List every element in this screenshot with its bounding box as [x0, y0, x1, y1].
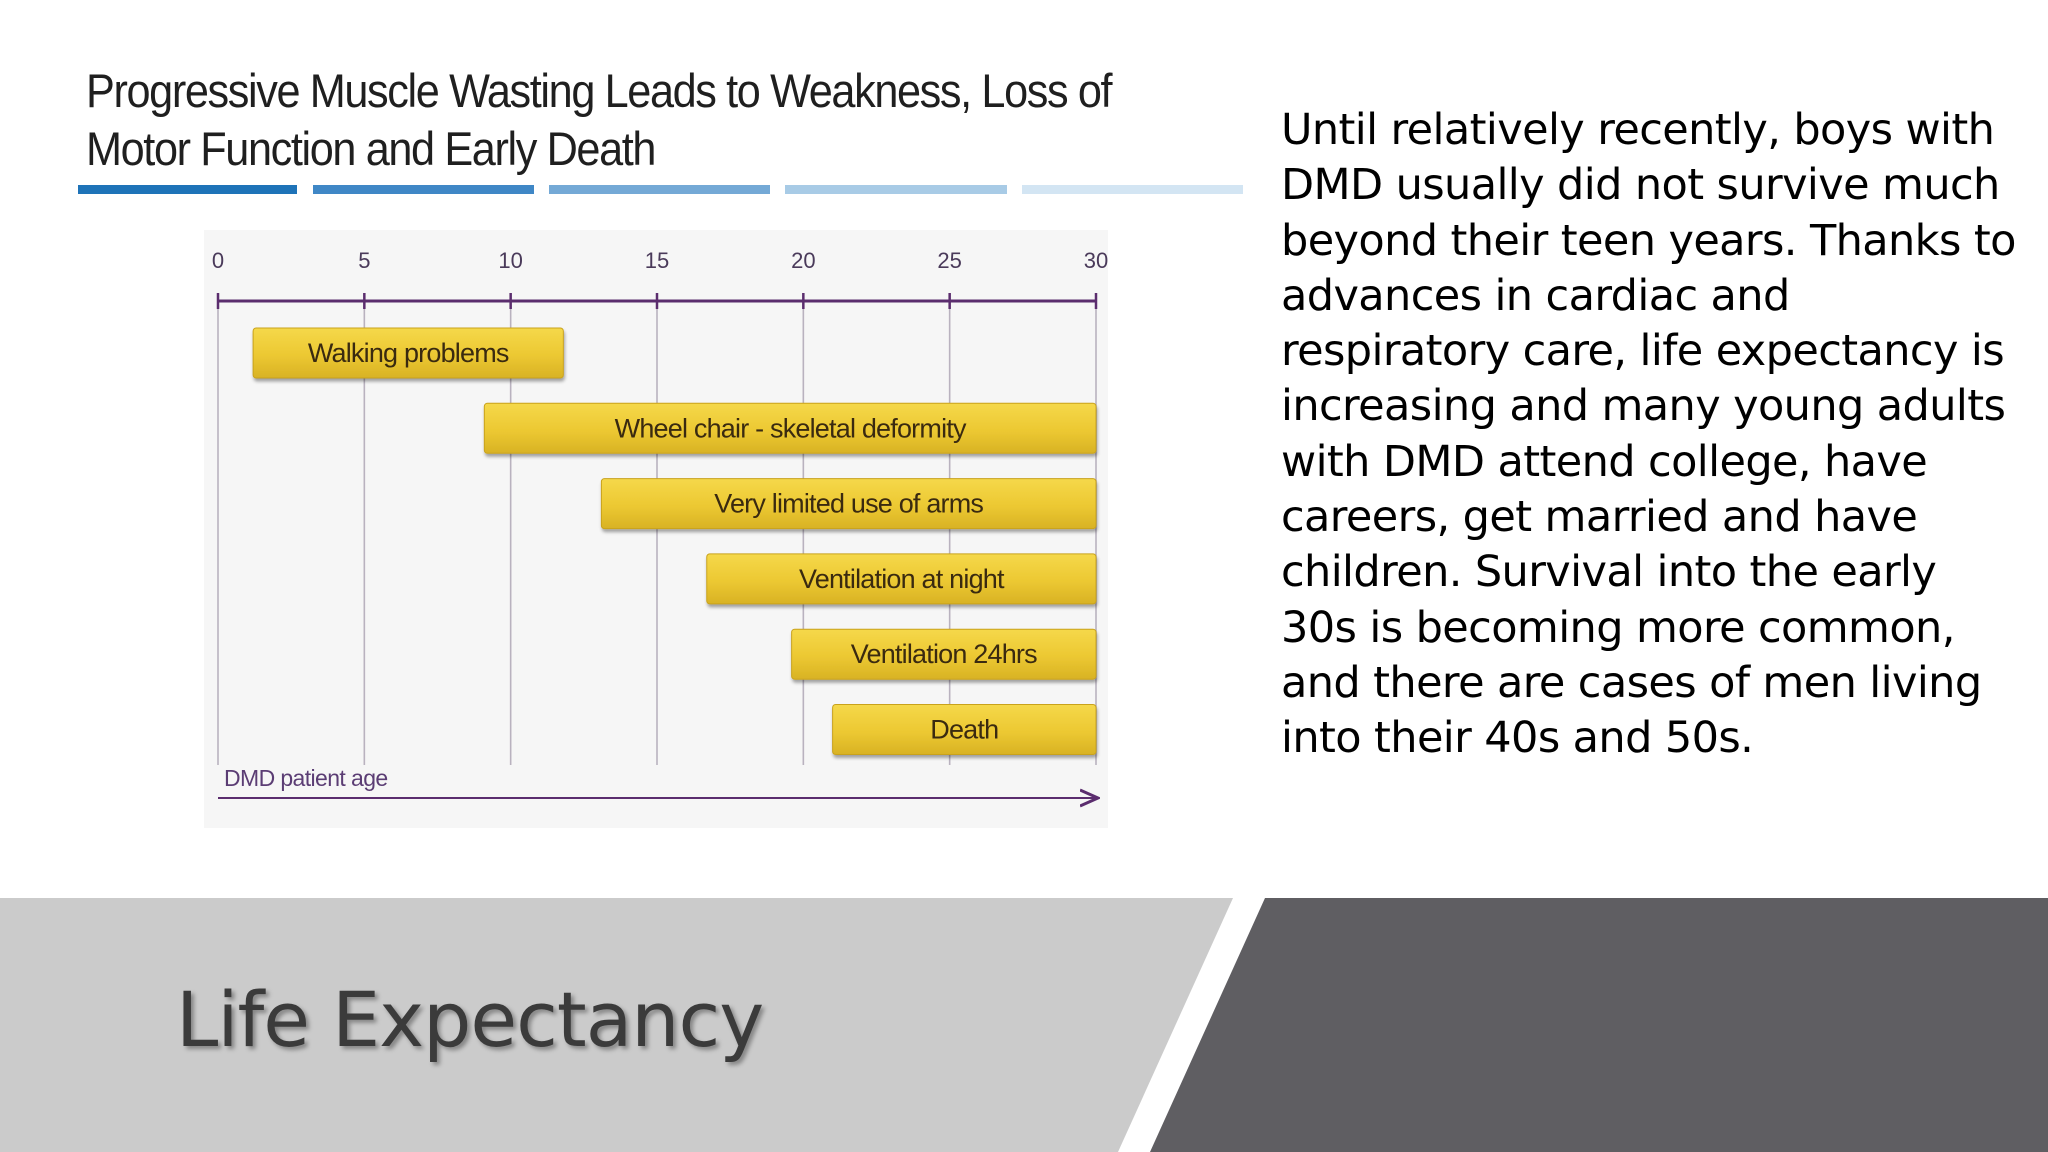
title-underline-segment-5	[1022, 185, 1243, 194]
tick-label: 10	[498, 248, 523, 273]
timeline-chart	[204, 230, 1108, 828]
title-underline-segment-3	[549, 185, 770, 194]
title-underline-segment-4	[785, 185, 1007, 194]
bar-label: Death	[930, 714, 999, 745]
bar-label: Ventilation 24hrs	[850, 639, 1037, 670]
tick-label: 25	[937, 248, 962, 273]
chart-title: Progressive Muscle Wasting Leads to Weakness, Loss of Motor Function and Early Death	[86, 64, 1112, 175]
tick-label: 0	[211, 248, 225, 273]
bar-label: Very limited use of arms	[714, 488, 984, 519]
title-underline-segment-1	[78, 185, 297, 194]
bar-label: Walking problems	[307, 338, 509, 368]
slide-title: Life Expectancy	[176, 975, 764, 1064]
bar-label: Ventilation at night	[799, 563, 1004, 594]
tick-label: 15	[644, 248, 670, 273]
bar-label: Wheel chair - skeletal deformity	[614, 413, 966, 444]
tick-label: 5	[358, 248, 371, 273]
tick-label: 30	[1083, 248, 1108, 273]
tick-label: 20	[791, 248, 816, 273]
body-text: Until relatively recently, boys with DMD usually did not survive much beyond their teen years. Thanks to advances in cardiac and respiratory care, life expectancy is increasing and many young adults with DMD attend college, have careers, get married and have children. Survival into the early 30s is becoming more common, and there are cases of men living into their 40s and 50s.	[1281, 105, 2016, 764]
timeline-chart-svg	[204, 230, 1108, 828]
x-axis-label: DMD patient age	[224, 765, 388, 791]
footer-dark-panel	[1150, 898, 2048, 1152]
title-underline-segment-2	[313, 185, 534, 194]
